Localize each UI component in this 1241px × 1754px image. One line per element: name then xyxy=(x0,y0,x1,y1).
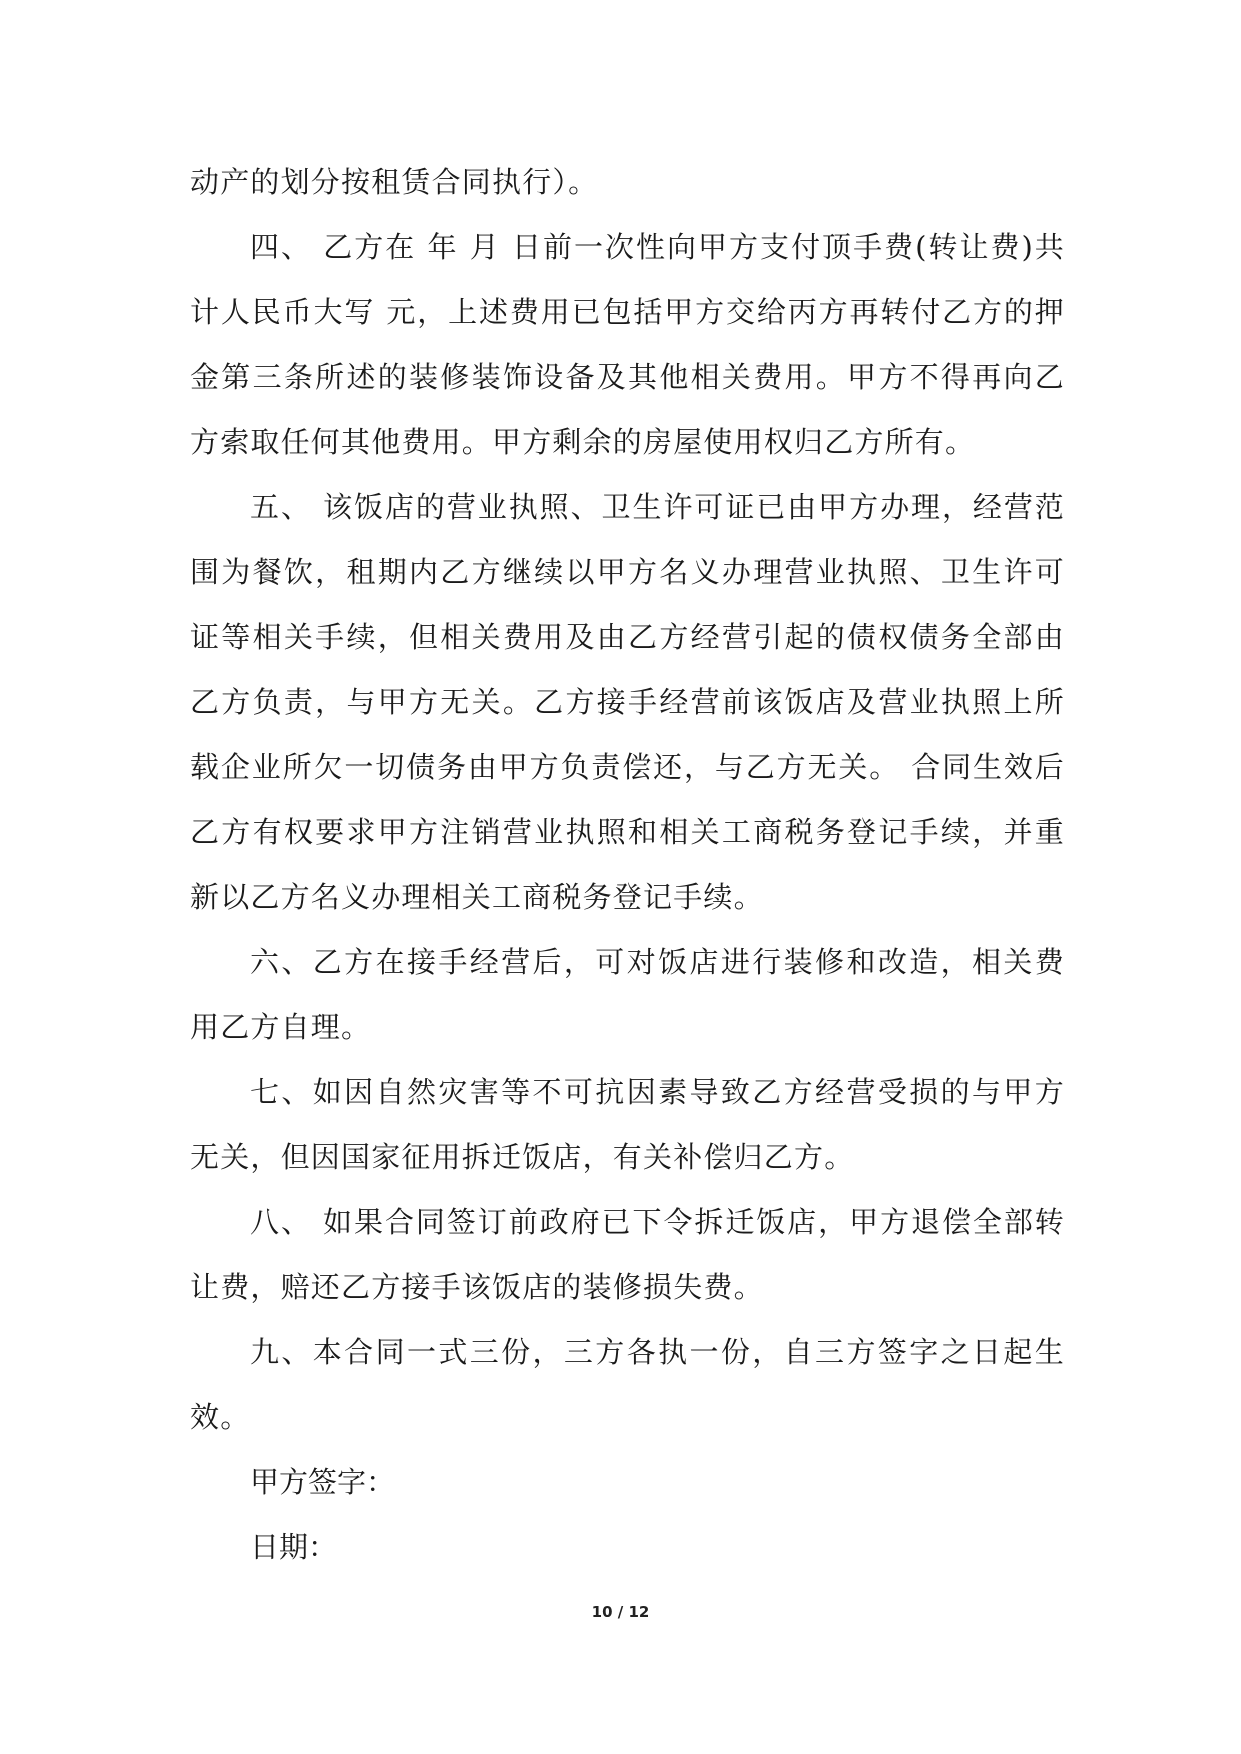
paragraph-article-8: 八、 如果合同签订前政府已下令拆迁饭店，甲方退偿全部转让费，赔还乙方接手该饭店的装修损失费。 xyxy=(190,1205,1065,1304)
paragraph-article-5: 五、 该饭店的营业执照、卫生许可证已由甲方办理，经营范围为餐饮，租期内乙方继续以甲方名义办理营业执照、卫生许可证等相关手续，但相关费用及由乙方经营引起的债权债务全部由乙方负责，与甲方无关。乙方接手经营前该饭店及营业执照上所载企业所欠一切债务由甲方负责偿还，与乙方无关。 合同生效后乙方有权要求甲方注销营业执照和相关工商税务登记手续，并重新以乙方名义办理相关工商税务登记手续。 xyxy=(190,490,1065,914)
party-a-signature-label: 甲方签字： xyxy=(250,1465,396,1499)
page-number: 10 / 12 xyxy=(591,1603,650,1621)
paragraph-continuation: 动产的划分按租赁合同执行）。 xyxy=(190,165,599,199)
paragraph-article-6: 六、乙方在接手经营后，可对饭店进行装修和改造，相关费用乙方自理。 xyxy=(190,945,1065,1044)
paragraph-article-4: 四、 乙方在 年 月 日前一次性向甲方支付顶手费(转让费)共计人民币大写 元，上述费用已包括甲方交给丙方再转付乙方的押金第三条所述的装修装饰设备及其他相关费用。甲方不得再向乙方索取任何其他费用。甲方剩余的房屋使用权归乙方所有。 xyxy=(190,230,1065,459)
contract-body xyxy=(190,150,1065,1580)
paragraph-article-9: 九、本合同一式三份，三方各执一份，自三方签字之日起生效。 xyxy=(190,1335,1065,1434)
paragraph-article-7: 七、如因自然灾害等不可抗因素导致乙方经营受损的与甲方无关，但因国家征用拆迁饭店，有关补偿归乙方。 xyxy=(190,1075,1065,1174)
date-label: 日期： xyxy=(250,1530,338,1564)
